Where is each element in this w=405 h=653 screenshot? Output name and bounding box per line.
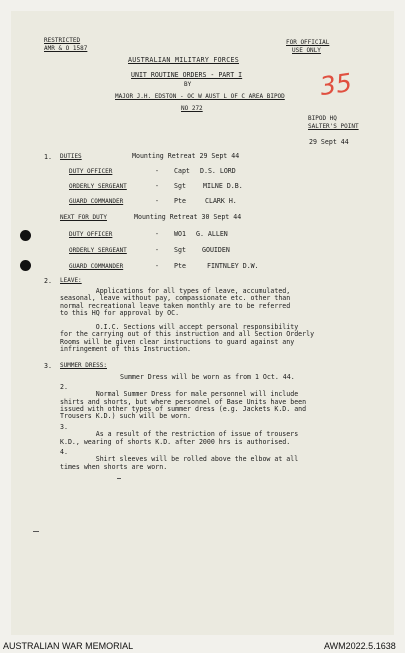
duty-name: MILNE D.B. xyxy=(203,182,243,190)
duty-name: GOUIDEN xyxy=(202,246,230,254)
duty-rank: Sgt xyxy=(174,182,186,190)
duty-role: DUTY OFFICER xyxy=(69,168,113,175)
next-for-duty-date: Mounting Retreat 30 Sept 44 xyxy=(134,213,242,221)
duty-rank: WO1 xyxy=(174,230,186,238)
duty-name: D.S. LORD xyxy=(200,167,236,175)
doc-order-number: NO 272 xyxy=(181,105,203,112)
section-1-heading: DUTIES xyxy=(60,153,82,160)
leave-paragraph-1: Applications for all types of leave, accumulated, seasonal, leave without pay, compassionate etc. other than normal recreational leave taken monthly are to be referred to this HQ for approval by OC. xyxy=(60,287,291,317)
end-mark xyxy=(117,478,121,479)
footer-reference: AWM2022.5.1638 xyxy=(324,641,396,651)
doc-subtitle: UNIT ROUTINE ORDERS - PART I xyxy=(131,71,243,79)
punch-hole-bottom xyxy=(20,260,31,271)
location-place: SALTER'S POINT xyxy=(308,123,359,130)
duty-rank: Pte xyxy=(174,197,186,205)
duty-role: DUTY OFFICER xyxy=(69,231,113,238)
summer-dress-paragraph-2: 2. Normal Summer Dress for male personnel will include shirts and shorts, but where personnel of Base Units have been issued with other types of summer dress (e.g. Jackets K.D. and Trousers K.D.) such will be worn. xyxy=(60,383,307,421)
duty-role: GUARD COMMANDER xyxy=(69,198,124,205)
duty-rank: Sgt xyxy=(174,246,186,254)
summer-dress-paragraph-3: 3. As a result of the restriction of issue of trousers K.D., wearing of shorts K.D. after 2000 hrs is authorised. xyxy=(60,423,299,446)
section-2-number: 2. xyxy=(44,277,52,285)
doc-by: BY xyxy=(184,81,192,88)
handling-official: FOR OFFICIAL xyxy=(286,39,330,46)
margin-mark xyxy=(33,531,39,532)
duty-name: FINTNLEY D.W. xyxy=(207,262,259,270)
duty-name: CLARK H. xyxy=(205,197,237,205)
section-1-number: 1. xyxy=(44,153,52,161)
summer-dress-paragraph-4: 4. Shirt sleeves will be rolled above the elbow at all times when shorts are worn. xyxy=(60,448,299,471)
doc-officer: MAJOR J.H. EDSTON - OC W AUST L OF C AREA BIPOD xyxy=(115,93,285,100)
handling-use-only: USE ONLY xyxy=(292,47,321,54)
section-3-number: 3. xyxy=(44,362,52,370)
order-date: 29 Sept 44 xyxy=(309,138,349,146)
duty-rank: Capt xyxy=(174,167,190,175)
duty-name: G. ALLEN xyxy=(196,230,228,238)
punch-hole-top xyxy=(20,230,31,241)
location-hq: BIPOD HQ xyxy=(308,115,337,122)
classification-reference: AMR & O 1587 xyxy=(44,45,88,52)
footer-institution: AUSTRALIAN WAR MEMORIAL xyxy=(3,641,134,651)
section-2-heading: LEAVE: xyxy=(60,277,82,284)
section-1-date: Mounting Retreat 29 Sept 44 xyxy=(132,152,240,160)
duty-role: ORDERLY SERGEANT xyxy=(69,247,127,254)
classification-restricted: RESTRICTED xyxy=(44,37,81,44)
duty-rank: Pte xyxy=(174,262,186,270)
duty-role: GUARD COMMANDER xyxy=(69,263,124,270)
archive-footer xyxy=(0,636,405,653)
duty-role: ORDERLY SERGEANT xyxy=(69,183,127,190)
handwritten-folio-number: 35 xyxy=(318,67,354,102)
doc-title: AUSTRALIAN MILITARY FORCES xyxy=(128,56,240,64)
summer-dress-intro: Summer Dress will be worn as from 1 Oct. 44. xyxy=(120,373,295,381)
next-for-duty-heading: NEXT FOR DUTY xyxy=(60,214,107,221)
section-3-heading: SUMMER DRESS: xyxy=(60,362,107,369)
leave-paragraph-2: O.I.C. Sections will accept personal responsibility for the carrying out of this instruction and all Section Orderly Rooms will be given clear instructions to guard against any infringement of this Instruction. xyxy=(60,323,315,353)
